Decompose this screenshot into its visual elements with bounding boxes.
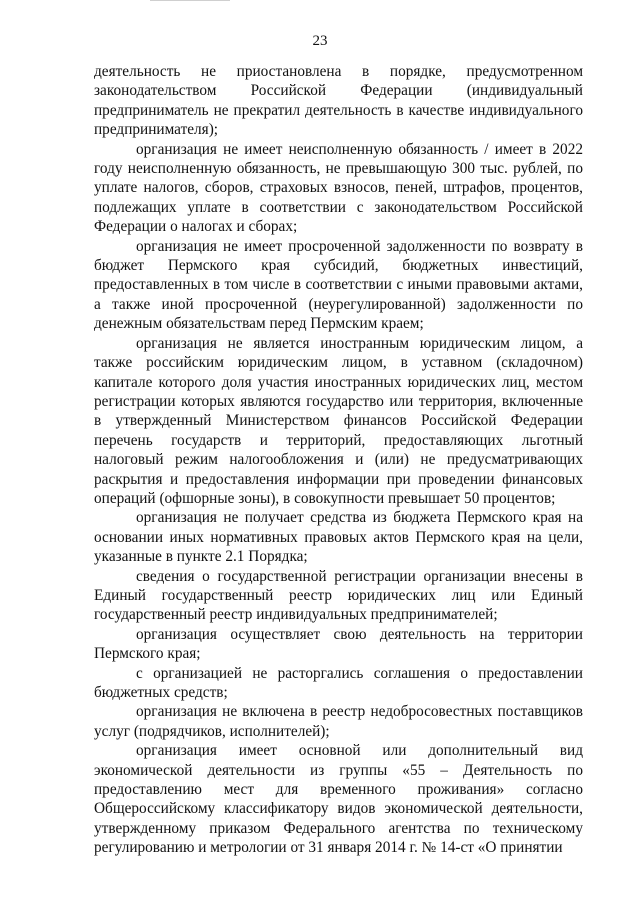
document-body — [94, 62, 583, 858]
paragraph-not-in-unfair-suppliers-registry: организация не включена в реестр недобросовестных поставщиков услуг (подрядчиков, исполнителей); — [94, 703, 583, 740]
paragraph-not-foreign-entity: организация не является иностранным юридическим лицом, а также российским юридическим лицом, в уставном (складочном) капитале которого доля участия иностранных юридических лиц, местом регистрации которых являются государство или территория, включенные в утвержденный Министерством финансов Российской Федерации перечень государств и территорий, предоставляющих льготный налоговый режим налогообложения и (или) не предусматривающих раскрытия и предоставления информации при проведении финансовых операций (офшорные зоны), в совокупности превышает 50 процентов; — [94, 334, 583, 507]
paragraph-no-other-budget-funds: организация не получает средства из бюджета Пермского края на основании иных нормативных правовых актов Пермского края на цели, указанные в пункте 2.1 Порядка; — [94, 509, 583, 566]
paragraph-economic-activity-code: организация имеет основной или дополнительный вид экономической деятельности из группы «55 – Деятельность по предоставлению мест для временного проживания» согласно Общероссийскому классификатору видов экономической деятельности, утвержденному приказом Федерального агентства по техническому регулированию и метрологии от 31 января 2014 г. № 14-ст «О принятии — [94, 742, 583, 857]
paragraph-no-overdue-debt: организация не имеет просроченной задолженности по возврату в бюджет Пермского края субсидий, бюджетных инвестиций, предоставленных в том числе в соответствии с иными правовыми актами, а также иной просроченной (неурегулированной) задолженности по денежным обязательствам перед Пермским краем; — [94, 237, 583, 333]
page-number: 23 — [312, 33, 328, 49]
paragraph-activity-not-suspended: деятельность не приостановлена в порядке, предусмотренном законодательством Российской Федерации (индивидуальный предприниматель не прекратил деятельность в качестве индивидуального предпринимателя); — [94, 63, 583, 139]
paragraph-territory: организация осуществляет свою деятельность на территории Пермского края; — [94, 625, 583, 663]
scan-edge-line — [150, 0, 230, 1]
paragraph-tax-obligations: организация не имеет неисполненную обязанность / имеет в 2022 году неисполненную обязанность, не превышающую 300 тыс. рублей, по уплате налогов, сборов, страховых взносов, пеней, штрафов, процентов, подлежащих уплате в соответствии с законодательством Российской Федерации о налогах и сборах; — [94, 140, 583, 236]
paragraph-no-terminated-agreements: с организацией не расторгались соглашения о предоставлении бюджетных средств; — [94, 664, 583, 701]
paragraph-state-registration: сведения о государственной регистрации организации внесены в Единый государственный реестр юридических лиц или Единый государственный реестр индивидуальных предпринимателей; — [94, 567, 583, 624]
